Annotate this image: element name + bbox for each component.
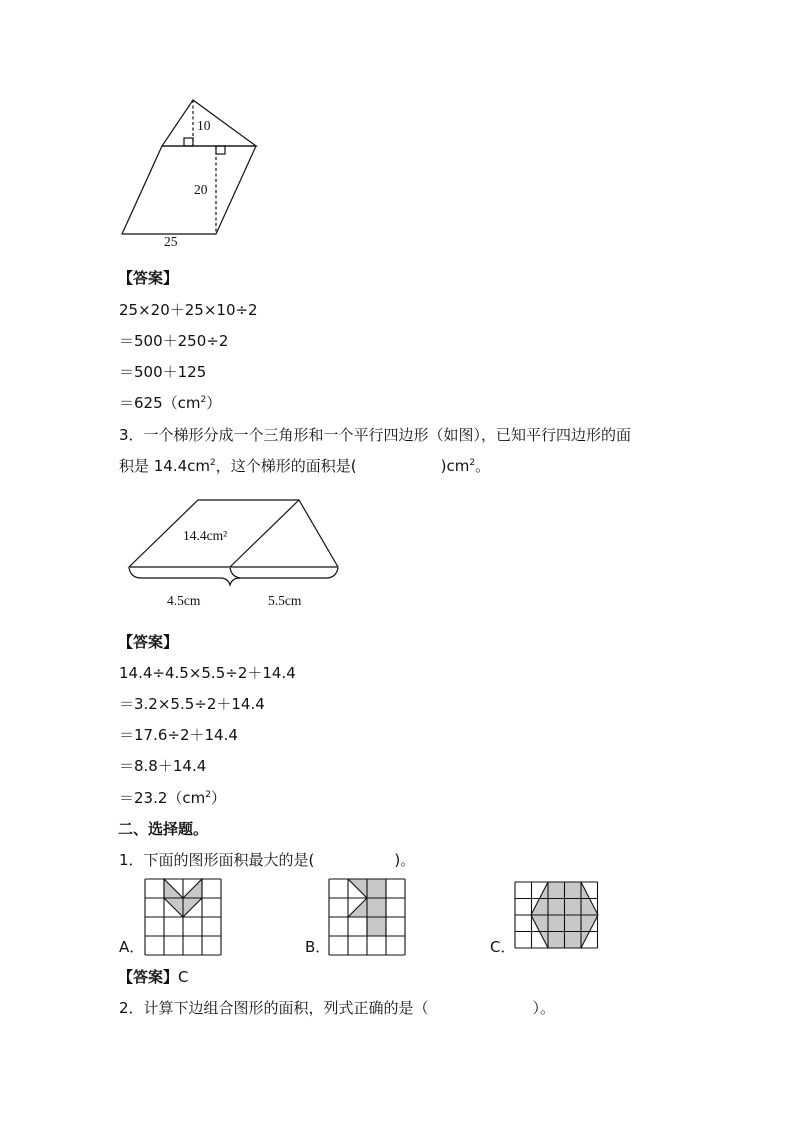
calc-line: 25×20＋25×10÷2	[119, 301, 258, 319]
option-a-grid	[145, 879, 221, 955]
choice-1-answer	[118, 967, 189, 987]
option-b-label[interactable]: B．	[305, 938, 331, 956]
answer-heading: 【答案】	[118, 968, 179, 986]
option-c-grid	[515, 882, 598, 948]
problem-3-text-line1: 3．一个梯形分成一个三角形和一个平行四边形（如图），已知平行四边形的面	[119, 426, 632, 444]
option-c-label[interactable]: C．	[490, 938, 516, 956]
calc-line: ＝500＋125	[119, 363, 207, 381]
calc-line: $=625(cm^2)$	[119, 394, 222, 412]
option-b-grid	[329, 879, 405, 955]
section-title: 二、选择题。	[118, 820, 209, 838]
choice-2-question: 2．计算下边组合图形的面积，列式正确的是（ ）。	[119, 999, 556, 1017]
left-base-label: 4.5cm	[167, 593, 201, 608]
label-height-10: 10	[197, 118, 211, 133]
answer-heading: 【答案】	[118, 269, 179, 287]
parallelogram-area-label: 14.4cm²	[183, 528, 228, 543]
problem-number: 3．	[119, 426, 144, 444]
calc-line: 14.4÷4.5×5.5÷2＋14.4	[119, 664, 296, 682]
calc-line: ＝17.6÷2＋14.4	[119, 726, 238, 744]
option-a-label[interactable]: A．	[119, 938, 145, 956]
calc-line: $=23.2(cm^2)$	[119, 789, 227, 807]
label-height-20: 20	[194, 182, 208, 197]
choice-1-question: 1．下面的图形面积最大的是( )。	[119, 851, 416, 869]
answer-heading: 【答案】	[118, 633, 179, 651]
calc-line: ＝3.2×5.5÷2＋14.4	[119, 695, 265, 713]
right-base-label: 5.5cm	[268, 593, 302, 608]
calc-line: ＝8.8＋14.4	[119, 757, 207, 775]
problem-3-text-line2: 积是 $14.4cm^2$，这个梯形的面积是( )$cm^2$。	[119, 457, 491, 475]
calc-line: ＝500＋250÷2	[119, 332, 229, 350]
answer-value: C	[178, 968, 189, 986]
label-base-25: 25	[164, 234, 178, 249]
